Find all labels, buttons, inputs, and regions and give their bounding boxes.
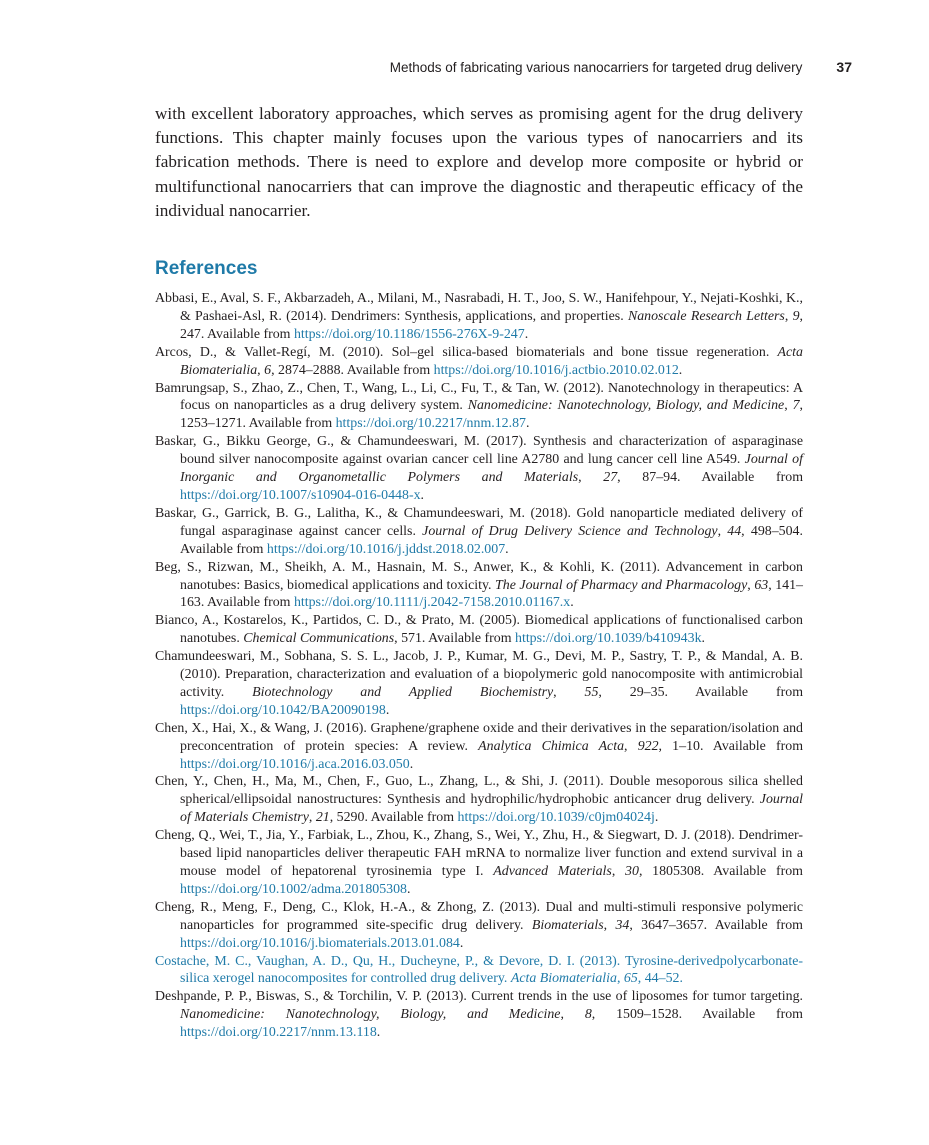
reference-text: Cheng, Q., Wei, T., Jia, Y., Farbiak, L., Zhou, K., Zhang, S., Wei, Y., Zhu, H., & Siegwart, D. J. (2018). Dendrimer-based lipid nanoparticles deliver therapeutic FAH mRNA to normalize liver function and extend survival in a mouse model of hepatorenal tyrosinemia type I. [155, 828, 803, 879]
reference-pages: , 2874–2888. Available from [271, 362, 434, 378]
reference-end: . [505, 541, 509, 557]
reference-doi-link[interactable]: https://doi.org/10.1016/j.jddst.2018.02.007 [266, 541, 506, 557]
reference-journal: Acta Biomaterialia [180, 344, 803, 378]
reference-item [155, 559, 803, 613]
reference-pages: , 44–52. [637, 971, 683, 987]
reference-volume: 55 [584, 684, 599, 700]
reference-journal: Journal of Inorganic and Organometallic Polymers and Materials [180, 452, 803, 486]
reference-text: Baskar, G., Garrick, B. G., Lalitha, K., & Chamundeeswari, M. (2018). Gold nanoparticle mediated delivery of fungal asparaginase against cancer cells. [155, 505, 803, 539]
reference-pages: , 141–163. Available from [180, 577, 803, 611]
reference-doi-link[interactable]: https://doi.org/10.1042/BA20090198 [180, 702, 386, 718]
reference-doi-link[interactable]: https://doi.org/10.1186/1556-276X-9-247 [293, 326, 525, 342]
reference-separator: , [747, 577, 755, 593]
reference-volume: 6 [264, 362, 272, 378]
reference-journal: Journal of Drug Delivery Science and Technology [422, 523, 718, 539]
reference-end: . [385, 702, 390, 718]
reference-separator: , [603, 917, 616, 933]
reference-end: . [525, 416, 530, 432]
reference-separator: , [257, 362, 265, 378]
reference-list [155, 290, 803, 1042]
running-header [155, 59, 852, 75]
body-paragraph: with excellent laboratory approaches, which serves as promising agent for the drug delivery functions. This chapter mainly focuses upon the various types of nanocarriers and its fabrication methods. There is need to explore and develop more composite or hybrid or multifunctional nanocarriers that can improve the diagnostic and therapeutic efficacy of the individual nanocarrier. [155, 104, 803, 220]
reference-pages: , 1509–1528. Available from [591, 1007, 803, 1023]
reference-item [155, 433, 803, 505]
reference-volume: 34 [615, 917, 630, 933]
reference-volume: 8 [584, 1007, 592, 1023]
reference-doi-link[interactable]: https://doi.org/10.1111/j.2042-7158.2010.01167.x [293, 595, 571, 611]
reference-separator: , [784, 308, 793, 324]
reference-journal: Nanoscale Research Letters [627, 308, 785, 324]
reference-journal: Chemical Communications [243, 631, 395, 647]
reference-doi-link[interactable]: https://doi.org/10.1039/c0jm04024j [457, 810, 655, 826]
reference-doi-link[interactable]: https://doi.org/10.1039/b410943k [515, 631, 702, 647]
reference-volume: 922 [637, 738, 659, 754]
reference-pages: , 1805308. Available from [638, 864, 803, 879]
reference-volume: 21 [315, 810, 330, 826]
reference-end: . [654, 810, 659, 826]
reference-separator: , [553, 684, 585, 700]
reference-doi-link[interactable]: https://doi.org/10.1002/adma.201805308 [180, 881, 408, 897]
reference-end: . [376, 1025, 381, 1041]
reference-journal: Biomaterials [531, 917, 604, 933]
reference-text: Costache, M. C., Vaughan, A. D., Qu, H., Ducheyne, P., & Devore, D. I. (2013). Tyrosine-derivedpolycarbonate-silica xerogel nanocomposites for controlled drug delivery. [155, 953, 803, 987]
reference-text: Chen, Y., Chen, H., Ma, M., Chen, F., Guo, L., Zhang, L., & Shi, J. (2011). Double mesoporous silica shelled spherical/ellipsoidal nanostructures: Synthesis and hydrophilic/hydrophobic anticancer drug delivery. [155, 774, 803, 808]
reference-text: Cheng, R., Meng, F., Deng, C., Klok, H.-A., & Zhong, Z. (2013). Dual and multi-stimuli responsive polymeric nanoparticles for programmed site-specific drug delivery. [155, 899, 803, 933]
reference-volume: 27 [603, 470, 618, 486]
reference-separator: , [578, 470, 604, 486]
reference-text: Beg, S., Rizwan, M., Sheikh, A. M., Hasnain, M. S., Anwer, K., & Kohli, K. (2011). Advancement in carbon nanotubes: Basics, biomedical applications and toxicity. [155, 559, 803, 593]
reference-pages: , 571. Available from [394, 631, 516, 647]
reference-journal: Advanced Materials [493, 864, 612, 879]
reference-end: . [420, 487, 424, 503]
reference-volume: 7 [792, 398, 800, 414]
reference-text: Chamundeeswari, M., Sobhana, S. S. L., Jacob, J. P., Kumar, M. G., Devi, M. P., Sastry, T. P., & Mandal, A. B. (2010). Preparation, characterization and evaluation of a biopolymeric gold nanocomposite with antimicrobial activity. [155, 649, 803, 700]
reference-text: Abbasi, E., Aval, S. F., Akbarzadeh, A., Milani, M., Nasrabadi, H. T., Joo, S. W., Hanifehpour, Y., Nejati-Koshki, K., & Pashaei-Asl, R. (2014). Dendrimers: Synthesis, applications, and properties. [155, 291, 803, 324]
reference-item [155, 290, 803, 344]
reference-pages: , 87–94. Available from [617, 470, 804, 486]
reference-item [155, 648, 803, 720]
reference-doi-link[interactable]: https://doi.org/10.1016/j.biomaterials.2013.01.084 [180, 935, 460, 951]
reference-doi-link[interactable]: https://doi.org/10.1007/s10904-016-0448-x [180, 487, 421, 503]
reference-volume: 63 [754, 577, 769, 593]
reference-journal: Analytica Chimica Acta [478, 738, 625, 754]
reference-journal: Nanomedicine: Nanotechnology, Biology, and Medicine [467, 398, 785, 414]
reference-volume: 44 [727, 523, 742, 539]
reference-text: Deshpande, P. P., Biswas, S., & Torchilin, V. P. (2013). Current trends in the use of liposomes for tumor targeting. [155, 989, 803, 1005]
reference-text: Bamrungsap, S., Zhao, Z., Chen, T., Wang, L., Li, C., Fu, T., & Tan, W. (2012). Nanotechnology in therapeutics: A focus on nanoparticles as a drug delivery system. [155, 380, 803, 414]
reference-item [155, 827, 803, 899]
reference-text: Baskar, G., Bikku George, G., & Chamundeeswari, M. (2017). Synthesis and characterization of asparaginase bound silver nanocomposite against ovarian cancer cell line A2780 and lung cancer cell line A549. [155, 434, 803, 468]
page-number: 37 [836, 59, 852, 75]
reference-item[interactable] [155, 953, 803, 989]
references-heading: References [155, 258, 258, 279]
reference-separator: , [560, 1007, 585, 1023]
reference-end: . [678, 362, 683, 378]
reference-pages: , 247. Available from [180, 308, 804, 342]
reference-separator: , [624, 738, 638, 754]
reference-item [155, 988, 803, 1042]
reference-separator: , [611, 864, 626, 879]
reference-journal: The Journal of Pharmacy and Pharmacology [495, 577, 748, 593]
reference-journal: Journal of Materials Chemistry [180, 792, 803, 826]
reference-journal: Nanomedicine: Nanotechnology, Biology, and Medicine [180, 1007, 561, 1023]
reference-pages: , 3647–3657. Available from [629, 917, 803, 933]
reference-item [155, 380, 803, 434]
reference-end: . [407, 881, 411, 897]
reference-text: Arcos, D., & Vallet-Regí, M. (2010). Sol–gel silica-based biomaterials and bone tissue regeneration. [155, 344, 778, 360]
reference-pages: , 1–10. Available from [658, 738, 803, 754]
reference-end: . [701, 631, 706, 647]
running-title: Methods of fabricating various nanocarriers for targeted drug delivery [389, 60, 803, 75]
reference-pages: , 498–504. Available from [180, 523, 803, 557]
reference-journal: Biotechnology and Applied Biochemistry [252, 684, 554, 700]
reference-text: Bianco, A., Kostarelos, K., Partidos, C. D., & Prato, M. (2005). Biomedical applications of functionalised carbon nanotubes. [155, 613, 803, 647]
reference-end: . [570, 595, 574, 611]
reference-end: . [524, 326, 529, 342]
reference-doi-link[interactable]: https://doi.org/10.1016/j.actbio.2010.02.012 [433, 362, 679, 378]
reference-end: . [459, 935, 464, 951]
reference-pages: , 29–35. Available from [598, 684, 803, 700]
reference-separator: , [784, 398, 793, 414]
reference-volume: 9 [792, 308, 800, 324]
reference-journal: Acta Biomaterialia [510, 971, 617, 987]
reference-item [155, 505, 803, 559]
reference-item [155, 720, 803, 774]
reference-end: . [409, 756, 414, 772]
reference-text: Chen, X., Hai, X., & Wang, J. (2016). Graphene/graphene oxide and their derivatives in the separation/isolation and preconcentration of protein species: A review. [155, 720, 803, 754]
reference-pages: , 1253–1271. Available from [180, 398, 803, 432]
reference-item [155, 773, 803, 827]
reference-doi-link[interactable]: https://doi.org/10.2217/nnm.12.87 [335, 416, 526, 432]
reference-pages: , 5290. Available from [329, 810, 458, 826]
reference-volume: 65 [623, 971, 638, 987]
reference-separator: , [717, 523, 728, 539]
reference-separator: , [616, 971, 624, 987]
reference-volume: 30 [625, 864, 639, 879]
reference-item [155, 344, 803, 380]
reference-item [155, 899, 803, 953]
reference-doi-link[interactable]: https://doi.org/10.1016/j.aca.2016.03.050 [180, 756, 410, 772]
reference-separator: , [308, 810, 316, 826]
reference-item [155, 612, 803, 648]
reference-doi-link[interactable]: https://doi.org/10.2217/nnm.13.118 [180, 1025, 377, 1041]
